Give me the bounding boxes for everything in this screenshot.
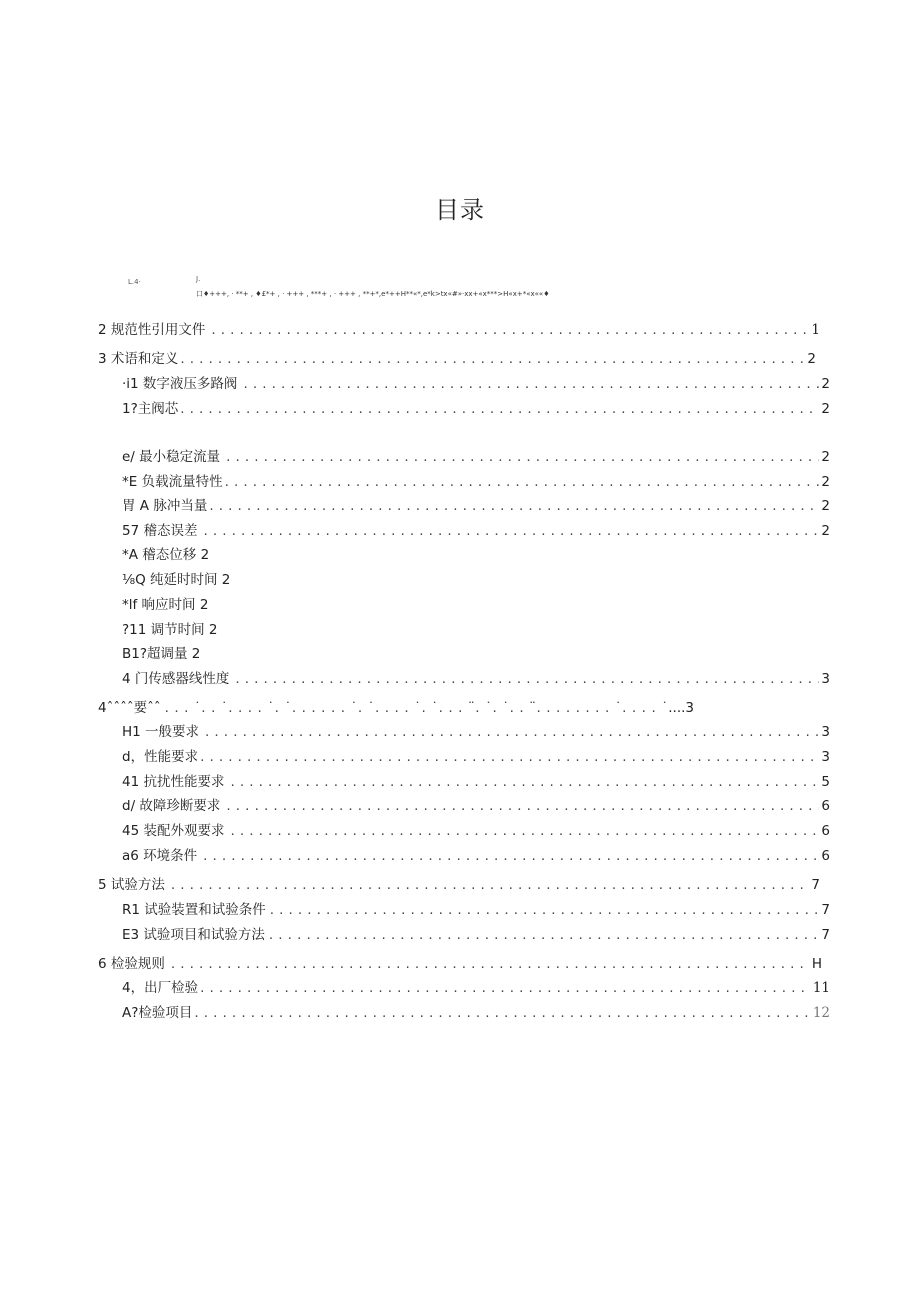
toc-entry-page: 2 <box>821 474 830 490</box>
toc-entry[interactable] <box>122 545 209 565</box>
toc-leader-dots <box>226 447 819 467</box>
toc-entry-page: 7 <box>811 877 820 893</box>
toc-entry[interactable] <box>122 925 830 945</box>
toc-entry[interactable] <box>122 521 830 541</box>
toc-entry-page: 2 <box>821 498 830 514</box>
toc-leader-dots <box>226 796 819 816</box>
toc-entry[interactable] <box>122 644 200 664</box>
toc-entry-label: B1?超调量 2 <box>122 646 201 662</box>
toc-entry[interactable] <box>122 669 830 689</box>
toc-entry-label: 4ˆˆˆˆ要ˆˆ <box>98 700 161 716</box>
toc-entry-label: R1 试验装置和试验条件 <box>122 902 266 918</box>
toc-entry-label: 4，出厂检验 <box>122 980 199 996</box>
toc-entry[interactable] <box>122 1003 830 1023</box>
toc-entry-label: e∕ 最小稳定流量 <box>122 449 221 465</box>
toc-entry-label: ·i1 数字液压多路阀 <box>122 376 238 392</box>
toc-leader-dots <box>200 747 819 767</box>
toc-entry[interactable] <box>98 954 822 974</box>
toc-entry[interactable] <box>122 722 830 742</box>
toc-leader-dots <box>243 374 819 394</box>
toc-entry-label: 6 检验规则 <box>98 956 165 972</box>
toc-entry[interactable] <box>122 620 218 640</box>
toc-entry[interactable] <box>122 374 830 394</box>
toc-entry-page: 2 <box>821 376 830 392</box>
toc-entry-label: A?检验项目 <box>122 1005 193 1021</box>
toc-entry-page: 6 <box>821 798 830 814</box>
toc-leader-dots <box>270 900 820 920</box>
toc-entry-label: *lf 响应时间 2 <box>122 597 209 613</box>
toc-leader-dots <box>180 349 805 369</box>
toc-entry[interactable] <box>122 772 830 792</box>
toc-entry[interactable] <box>98 698 694 718</box>
toc-entry[interactable] <box>122 595 208 615</box>
toc-leader-dots <box>230 772 819 792</box>
toc-leader-dots <box>211 320 809 340</box>
toc-entry-page: 3 <box>821 671 830 687</box>
toc-entry[interactable] <box>98 875 820 895</box>
toc-entry-label: *A 稽态位移 2 <box>122 547 210 563</box>
toc-leader-dots <box>225 472 820 492</box>
toc-entry-label: 45 装配外观要求 <box>122 823 225 839</box>
toc-leader-dots <box>165 698 667 718</box>
toc-entry[interactable] <box>122 821 830 841</box>
garbled-toc-line: 口♦+++, · **+ , ♦£*+ , · +++ , ***+ , · +++ , **+*,e*++H**«*,e*k>tx«#»·xx+«x***>H«x+*«x««♦ <box>196 290 550 298</box>
toc-entry[interactable] <box>122 978 830 998</box>
toc-leader-dots <box>200 978 811 998</box>
toc-entry[interactable] <box>122 846 830 866</box>
toc-entry[interactable] <box>122 496 830 516</box>
toc-entry-page: 3 <box>821 749 830 765</box>
toc-entry-label: 1?主阀芯 <box>122 401 179 417</box>
toc-entry-label: a6 环境条件 <box>122 848 198 864</box>
toc-entry-page: 1 <box>811 322 820 338</box>
toc-entry-page: 2 <box>821 523 830 539</box>
toc-entry-label: 5 试验方法 <box>98 877 165 893</box>
toc-leader-dots <box>171 954 810 974</box>
toc-leader-dots <box>269 925 819 945</box>
toc-entry-page: 3 <box>821 724 830 740</box>
toc-entry-label: d，性能要求 <box>122 749 199 765</box>
toc-entry-page: 2 <box>821 449 830 465</box>
toc-entry-page: 5 <box>821 774 830 790</box>
toc-entry[interactable] <box>122 796 830 816</box>
toc-entry[interactable] <box>122 399 830 419</box>
garbled-mark-j: J. <box>196 275 201 283</box>
toc-entry-label: H1 一般要求 <box>122 724 200 740</box>
toc-leader-dots <box>203 846 819 866</box>
toc-entry-label: 4 门传感器线性度 <box>122 671 230 687</box>
toc-entry[interactable] <box>122 472 830 492</box>
toc-entry[interactable] <box>122 447 830 467</box>
toc-entry-label: d∕ 故障珍断要求 <box>122 798 221 814</box>
toc-entry[interactable] <box>122 570 230 590</box>
toc-entry-label: 57 稽态误差 <box>122 523 198 539</box>
toc-entry[interactable] <box>122 747 830 767</box>
toc-entry-label: 3 术语和定义 <box>98 351 179 367</box>
toc-leader-dots <box>203 521 819 541</box>
toc-entry-page: 11 <box>812 980 830 996</box>
toc-entry-label: ?11 调节时间 2 <box>122 622 218 638</box>
toc-entry[interactable] <box>98 320 820 340</box>
toc-leader-dots <box>171 875 810 895</box>
toc-leader-dots <box>194 1003 810 1023</box>
toc-entry-page: 6 <box>821 823 830 839</box>
toc-entry-page: 2 <box>807 351 816 367</box>
toc-entry-page: ....3 <box>668 700 694 716</box>
toc-entry-page: 7 <box>821 902 830 918</box>
toc-leader-dots <box>205 722 819 742</box>
toc-entry-page: 2 <box>821 401 830 417</box>
garbled-mark-left: L.4· <box>128 278 141 286</box>
toc-leader-dots <box>230 821 819 841</box>
toc-entry-label: 41 抗扰性能要求 <box>122 774 225 790</box>
toc-leader-dots <box>235 669 819 689</box>
toc-entry-label: 2 规范性引用文件 <box>98 322 206 338</box>
toc-entry-page: 7 <box>821 927 830 943</box>
toc-entry[interactable] <box>122 900 830 920</box>
page-title: 目录 <box>435 196 485 224</box>
toc-entry-label: E3 试验项目和试验方法 <box>122 927 265 943</box>
toc-entry[interactable] <box>98 349 816 369</box>
toc-leader-dots <box>180 399 819 419</box>
toc-entry-page: H <box>811 956 822 972</box>
toc-leader-dots <box>209 496 819 516</box>
toc-entry-label: 胃 A 脉冲当量 <box>122 498 208 514</box>
toc-entry-page: 6 <box>821 848 830 864</box>
toc-entry-label: ⅛Q 纯延时时间 2 <box>122 572 231 588</box>
toc-entry-page: 12 <box>812 1005 830 1021</box>
toc-entry-label: *E 负载流量特性 <box>122 474 223 490</box>
